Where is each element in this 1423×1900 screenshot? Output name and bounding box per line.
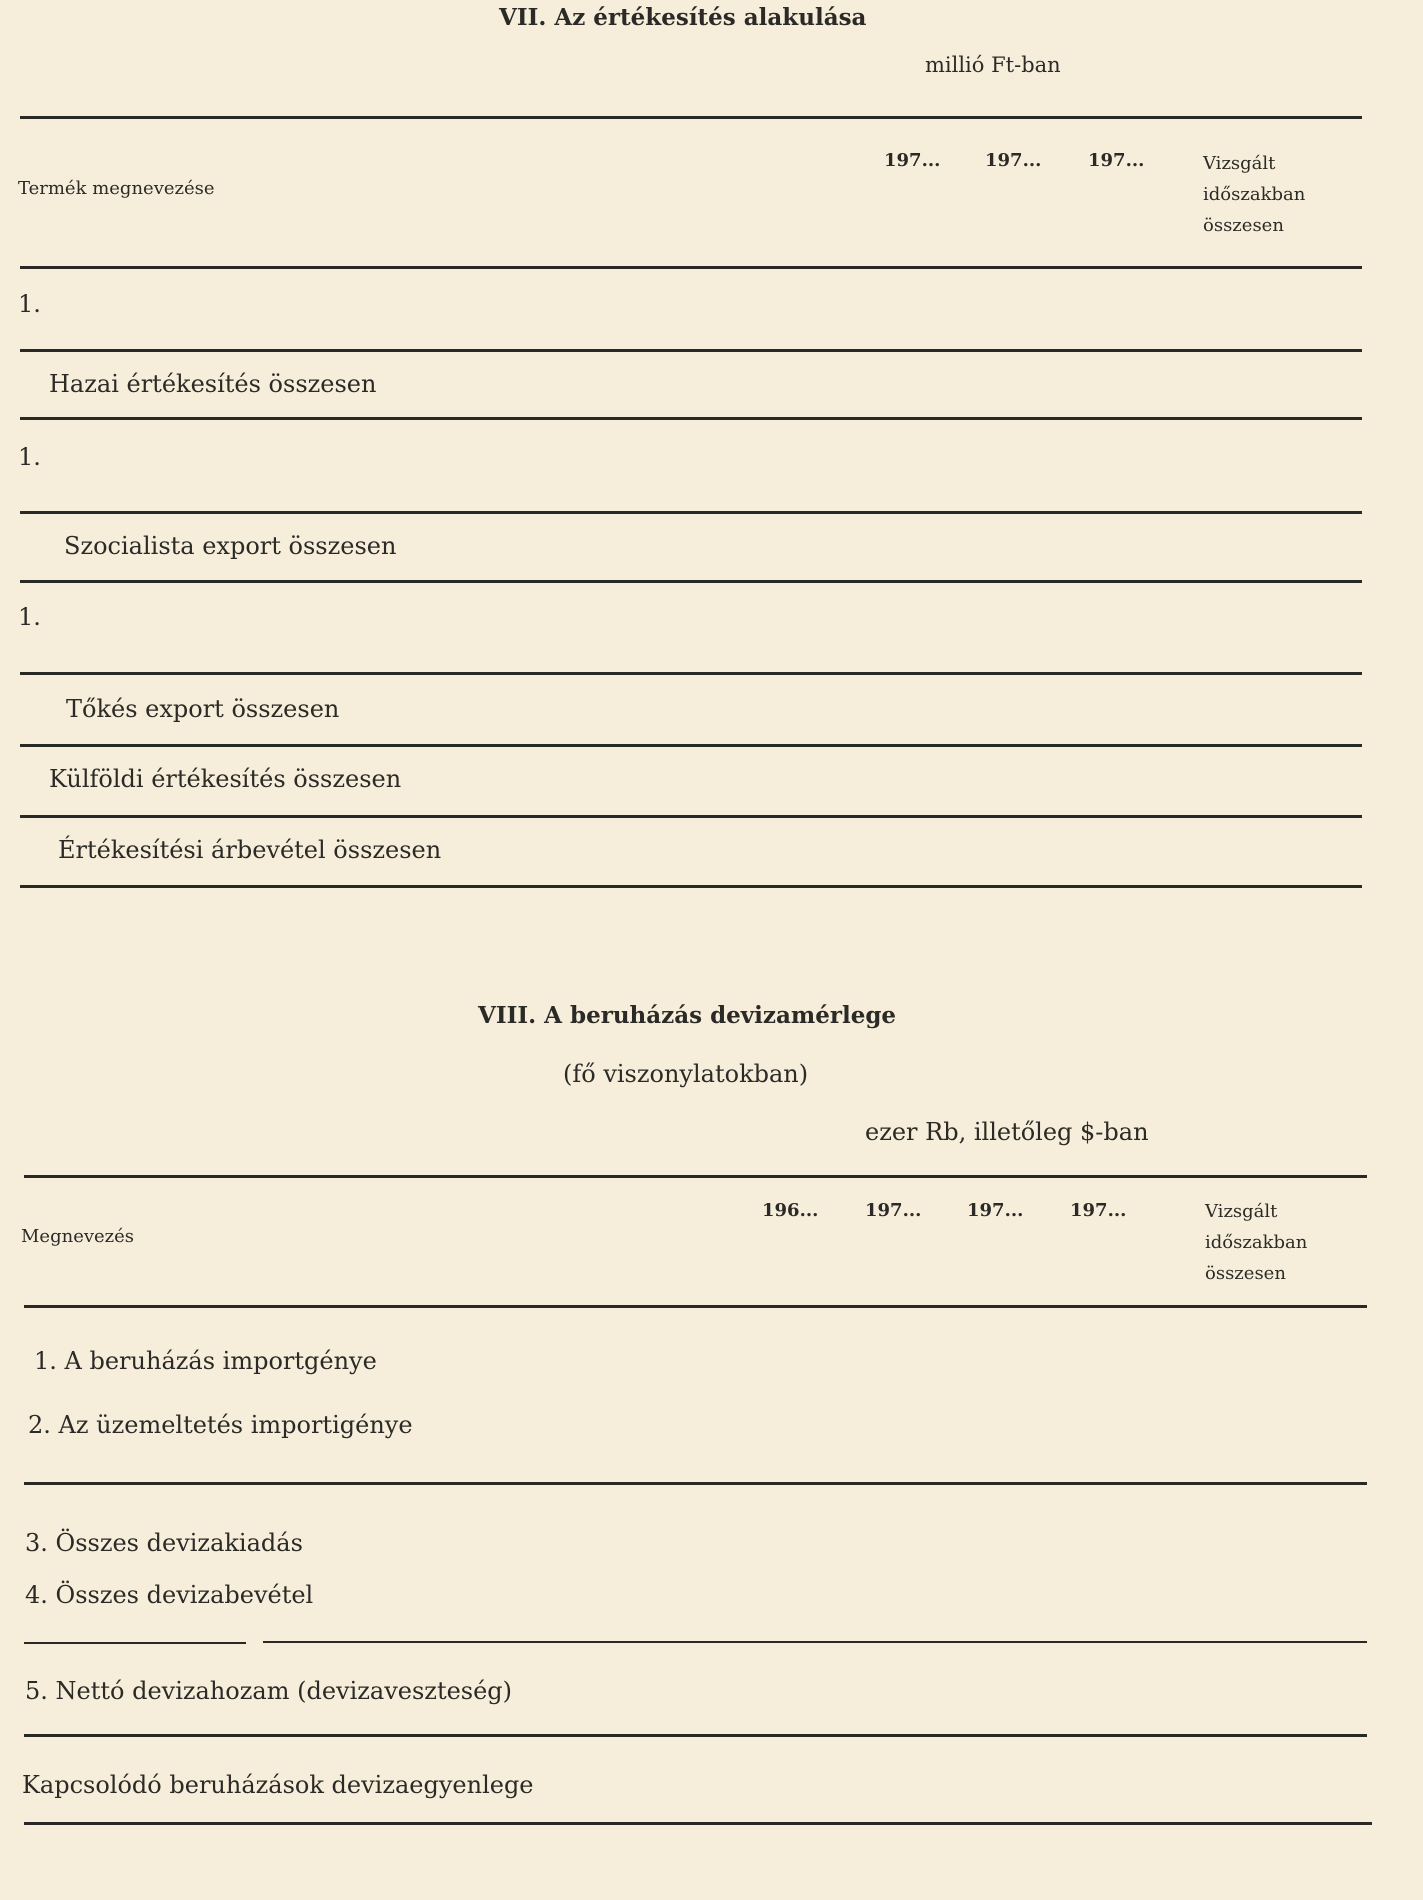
row-total-fx-income: 4. Összes devizabevétel (25, 1581, 314, 1609)
total-header-line: időszakban (1203, 184, 1306, 205)
divider (20, 417, 1362, 420)
row-related-investments-fx-balance: Kapcsolódó beruházások devizaegyenlege (22, 1771, 534, 1799)
row-net-fx-yield: 5. Nettó devizahozam (devizaveszteség) (25, 1677, 513, 1705)
total-header-line: összesen (1203, 215, 1284, 236)
total-header-line: időszakban (1205, 1232, 1308, 1253)
row-domestic-sales-total: Hazai értékesítés összesen (49, 370, 377, 398)
section8-title: VIII. A beruházás devizamérlege (478, 1002, 897, 1029)
total-header-line: Vizsgált (1203, 153, 1276, 174)
divider (20, 349, 1362, 352)
total-header-line: Vizsgált (1205, 1201, 1278, 1222)
section7-year-header-2: 197... (985, 150, 1042, 171)
divider (20, 672, 1362, 675)
row-item-number: 1. (18, 603, 41, 631)
row-capitalist-export-total: Tőkés export összesen (66, 695, 340, 723)
section8-subtitle: (fő viszonylatokban) (563, 1060, 809, 1088)
divider (24, 1822, 1372, 1825)
divider (263, 1641, 1367, 1643)
divider (20, 744, 1362, 747)
section8-unit: ezer Rb, illetőleg $-ban (865, 1118, 1149, 1146)
divider (24, 1734, 1367, 1737)
divider (20, 815, 1362, 818)
section7-unit: millió Ft-ban (925, 53, 1061, 77)
section7-year-header-3: 197... (1088, 150, 1145, 171)
total-header-line: összesen (1205, 1263, 1286, 1284)
row-investment-import-need: 1. A beruházás importgénye (34, 1347, 377, 1375)
section7-total-column-header (1203, 148, 1305, 241)
row-socialist-export-total: Szocialista export összesen (64, 532, 397, 560)
divider (24, 1482, 1367, 1485)
section7-name-column-header: Termék megnevezése (18, 178, 215, 199)
section8-name-column-header: Megnevezés (21, 1226, 135, 1247)
divider (24, 1305, 1367, 1308)
row-total-fx-expenditure: 3. Összes devizakiadás (25, 1529, 303, 1557)
section8-year-header-2: 197... (865, 1200, 922, 1221)
row-sales-revenue-total: Értékesítési árbevétel összesen (58, 836, 442, 864)
row-item-number: 1. (18, 443, 41, 471)
section8-year-header-1: 196... (762, 1200, 819, 1221)
section8-total-column-header (1205, 1196, 1307, 1289)
row-item-number: 1. (18, 290, 41, 318)
section8-year-header-4: 197... (1070, 1200, 1127, 1221)
section8-year-header-3: 197... (967, 1200, 1024, 1221)
divider (20, 580, 1362, 583)
divider (20, 266, 1362, 269)
section7-year-header-1: 197... (884, 150, 941, 171)
row-foreign-sales-total: Külföldi értékesítés összesen (49, 765, 402, 793)
row-operation-import-need: 2. Az üzemeltetés importigénye (28, 1411, 413, 1439)
section7-title: VII. Az értékesítés alakulása (499, 4, 867, 31)
divider (20, 116, 1362, 119)
divider (24, 1175, 1367, 1178)
divider (24, 1642, 246, 1644)
divider (20, 511, 1362, 514)
divider (20, 885, 1362, 888)
